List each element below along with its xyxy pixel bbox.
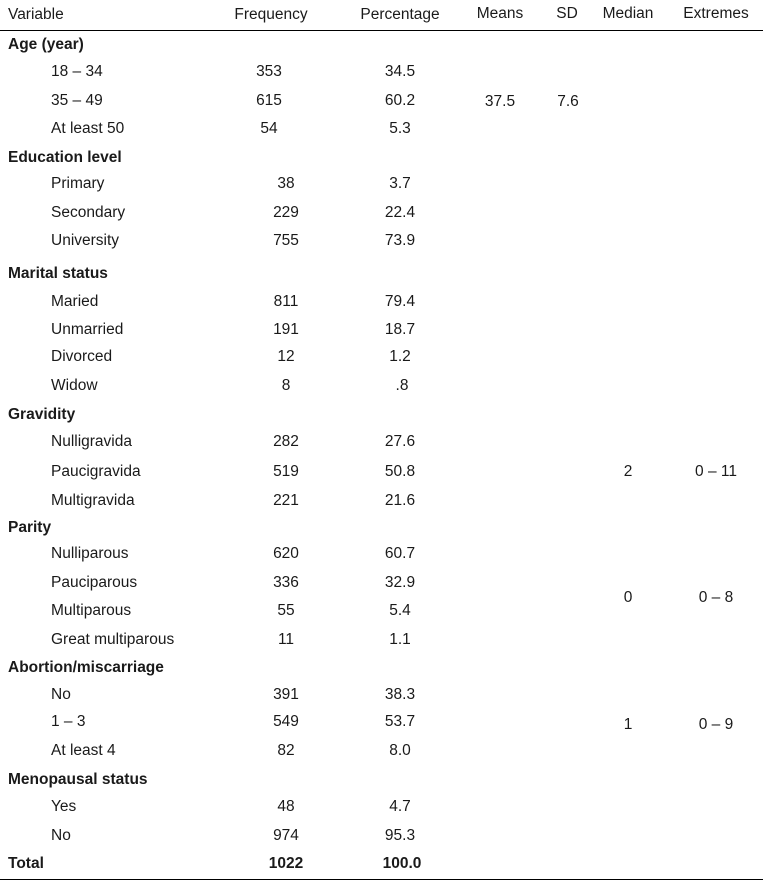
row-label: 35 – 49	[51, 92, 103, 109]
row-label: Unmarried	[51, 321, 124, 338]
section-title: Abortion/miscarriage	[8, 659, 164, 676]
row-frequency: 519	[273, 463, 299, 480]
row-label: Great multiparous	[51, 631, 175, 648]
row-label: Paucigravida	[51, 463, 141, 480]
top-rule	[0, 30, 763, 31]
row-frequency: 82	[277, 742, 295, 759]
row-frequency: 12	[277, 348, 295, 365]
row-percentage: 32.9	[384, 574, 416, 591]
row-percentage: 21.6	[384, 492, 416, 509]
header-median: Median	[602, 5, 654, 22]
row-label: No	[51, 827, 71, 844]
row-percentage: 22.4	[384, 204, 416, 221]
row-percentage: 60.7	[384, 545, 416, 562]
row-label: Primary	[51, 175, 105, 192]
row-frequency: 229	[273, 204, 299, 221]
row-label: At least 4	[51, 742, 116, 759]
row-percentage: 1.1	[389, 631, 411, 648]
row-frequency: 755	[273, 232, 299, 249]
row-label: Widow	[51, 377, 98, 394]
row-percentage: 27.6	[384, 433, 416, 450]
row-label: Nulliparous	[51, 545, 129, 562]
row-frequency: 11	[277, 631, 295, 648]
row-percentage: 4.7	[389, 798, 411, 815]
header-means: Means	[476, 5, 524, 22]
row-percentage: 50.8	[384, 463, 416, 480]
row-percentage: 3.7	[389, 175, 411, 192]
row-percentage: 1.2	[389, 348, 411, 365]
row-label: Maried	[51, 293, 99, 310]
row-frequency: 54	[260, 120, 278, 137]
row-frequency: 391	[273, 686, 299, 703]
row-label: Divorced	[51, 348, 113, 365]
row-frequency: 811	[273, 293, 299, 310]
row-label: 18 – 34	[51, 63, 103, 80]
row-label: Multigravida	[51, 492, 135, 509]
header-extremes: Extremes	[683, 5, 749, 22]
row-percentage: 60.2	[384, 92, 416, 109]
row-frequency: 8	[281, 377, 291, 394]
age-means: 37.5	[484, 93, 516, 110]
row-label: At least 50	[51, 120, 125, 137]
row-percentage: 34.5	[384, 63, 416, 80]
row-percentage: 8.0	[389, 742, 411, 759]
row-percentage: 79.4	[384, 293, 416, 310]
row-label: University	[51, 232, 120, 249]
section-title: Education level	[8, 149, 122, 166]
row-frequency: 282	[273, 433, 299, 450]
gravidity-median: 2	[623, 463, 633, 480]
row-frequency: 615	[256, 92, 282, 109]
row-label: Pauciparous	[51, 574, 138, 591]
row-label: Nulligravida	[51, 433, 132, 450]
abortion-median: 1	[623, 716, 633, 733]
header-percentage: Percentage	[360, 6, 440, 23]
total-label: Total	[8, 855, 44, 872]
abortion-extremes: 0 – 9	[698, 716, 734, 733]
section-title: Parity	[8, 519, 52, 536]
row-percentage: 5.3	[389, 120, 411, 137]
row-label: No	[51, 686, 71, 703]
row-label: Multiparous	[51, 602, 132, 619]
section-title: Age (year)	[8, 36, 84, 53]
row-percentage: 73.9	[384, 232, 416, 249]
row-frequency: 55	[277, 602, 295, 619]
row-frequency: 221	[273, 492, 299, 509]
section-title: Marital status	[8, 265, 108, 282]
parity-extremes: 0 – 8	[698, 589, 734, 606]
bottom-rule	[0, 879, 763, 880]
row-frequency: 974	[273, 827, 299, 844]
age-sd: 7.6	[557, 93, 579, 110]
row-frequency: 191	[273, 321, 299, 338]
row-frequency: 549	[273, 713, 299, 730]
header-frequency: Frequency	[234, 6, 308, 23]
row-percentage: 53.7	[384, 713, 416, 730]
row-label: Yes	[51, 798, 77, 815]
gravidity-extremes: 0 – 11	[695, 463, 737, 480]
section-title: Gravidity	[8, 406, 76, 423]
row-label: Secondary	[51, 204, 126, 221]
row-frequency: 48	[277, 798, 295, 815]
total-frequency: 1022	[268, 855, 304, 872]
row-percentage: 5.4	[389, 602, 411, 619]
row-frequency: 620	[273, 545, 299, 562]
row-frequency: 38	[277, 175, 295, 192]
row-percentage: 18.7	[384, 321, 416, 338]
row-frequency: 353	[256, 63, 282, 80]
header-sd: SD	[556, 5, 578, 22]
total-percentage: 100.0	[382, 855, 422, 872]
row-percentage: 95.3	[384, 827, 416, 844]
header-variable: Variable	[8, 6, 64, 23]
row-label: 1 – 3	[51, 713, 86, 730]
parity-median: 0	[623, 589, 633, 606]
row-percentage: 38.3	[384, 686, 416, 703]
section-title: Menopausal status	[8, 771, 148, 788]
row-percentage: .8	[395, 377, 409, 394]
row-frequency: 336	[273, 574, 299, 591]
